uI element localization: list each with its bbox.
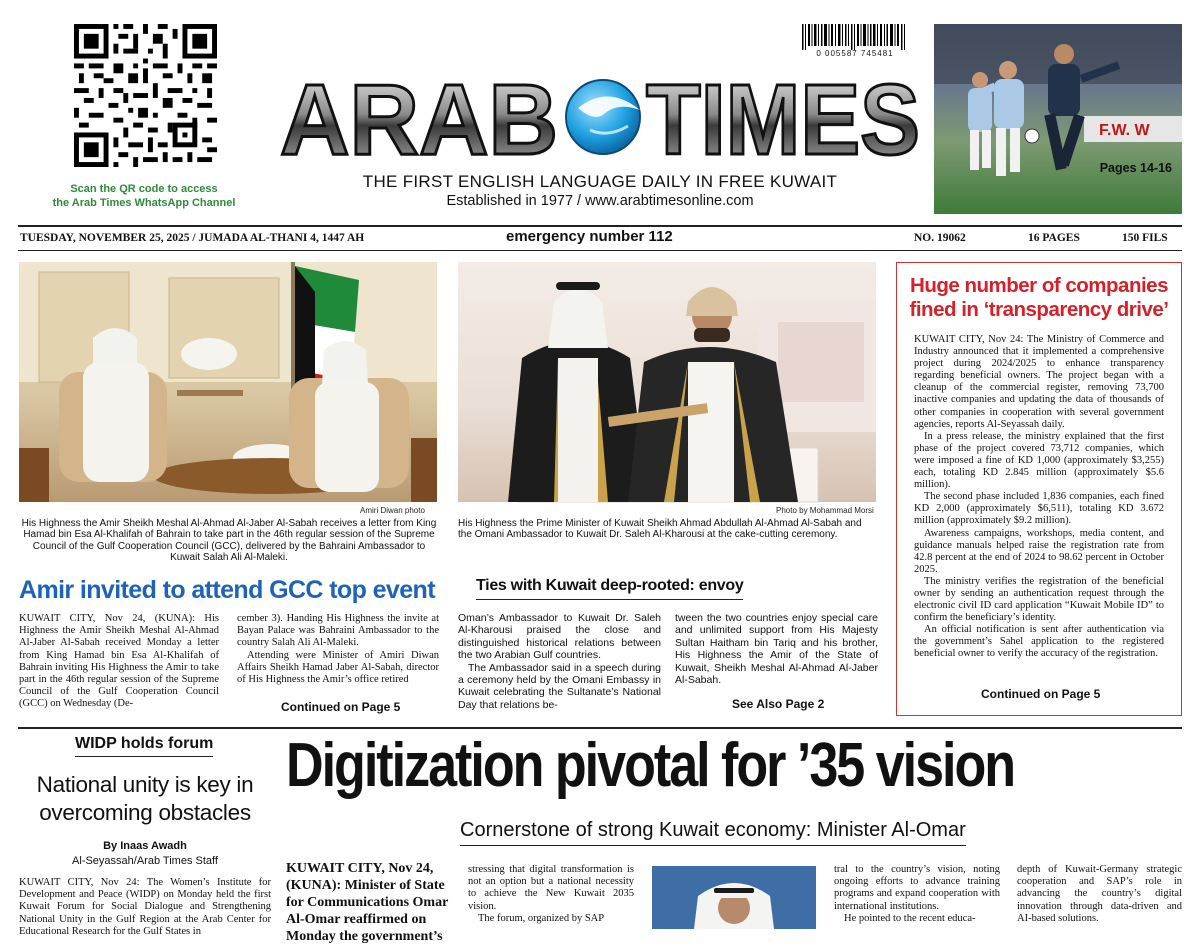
widp-kicker: WIDP holds forum bbox=[75, 735, 213, 757]
promo-sports-photo[interactable] bbox=[934, 24, 1182, 214]
qr-caption bbox=[10, 183, 278, 210]
qr-caption-line-1: Scan the QR code to access bbox=[70, 183, 218, 195]
amir-photo[interactable] bbox=[19, 262, 437, 502]
transparency-column bbox=[914, 334, 1164, 661]
transparency-continued-link[interactable]: Continued on Page 5 bbox=[981, 687, 1101, 701]
digitization-lead-text: KUWAIT CITY, Nov 24, (KUNA): Minister of State for Communications Omar Al-Omar reaffirmed on Monday the government’s bbox=[286, 861, 449, 944]
dateline-rule-top bbox=[18, 225, 1182, 227]
issue-number: NO. 19062 bbox=[914, 232, 966, 244]
digitization-column-2 bbox=[468, 864, 634, 929]
oman-column-2 bbox=[675, 612, 878, 686]
amir-column-2 bbox=[237, 613, 439, 686]
amir-column-1 bbox=[19, 613, 219, 711]
widp-headline-line-1: National unity is key in bbox=[36, 772, 254, 797]
dateline-rule-bottom bbox=[18, 250, 1182, 251]
widp-column bbox=[19, 877, 271, 937]
qr-caption-line-2: the Arab Times WhatsApp Channel bbox=[52, 196, 236, 209]
globe-bird-logo-icon bbox=[566, 80, 640, 154]
promo-pages-label[interactable]: Pages 14-16 bbox=[1099, 161, 1172, 175]
emergency-number: emergency number 112 bbox=[506, 228, 673, 245]
amir-photo-caption: His Highness the Amir Sheikh Meshal Al-Ahmad Al-Jaber Al-Sabah receives a letter from King Hamad bin Esa Al-Khalifah of Bahrain to take part in the 46th regular session of the Supreme Council of the Gulf Cooperation Council (GCC), delivered by the Bahraini Ambassador to Kuwait Salah Ali Al-Maleki. bbox=[21, 518, 437, 564]
digitization-col2-para2: The forum, organized by SAP bbox=[478, 912, 605, 924]
oman-see-also-link[interactable]: See Also Page 2 bbox=[732, 697, 825, 711]
price: 150 FILS bbox=[1122, 232, 1168, 244]
transparency-headline bbox=[904, 274, 1174, 322]
transparency-para-3: The second phase included 1,836 companies, each fined KD 2,000 (approximately $6,511), totaling KD 3.672 million (approximately $9.2 million). bbox=[914, 491, 1164, 527]
widp-byline-org: Al-Seyassah/Arab Times Staff bbox=[72, 855, 218, 867]
amir-continued-link[interactable]: Continued on Page 5 bbox=[281, 700, 401, 714]
transparency-para-5: The ministry verifies the registration of the beneficial owner by sending an authentication request through the electronic civil ID card application “Kuwait Mobile ID” to confirm the beneficiary’s identity. bbox=[914, 575, 1164, 624]
transparency-para-1: KUWAIT CITY, Nov 24: The Ministry of Commerce and Industry announced that it implemented a comprehensive project during 2024/2025 to enhance transparency regarding beneficial owners. The project began with a cleanup of the commercial register, removing 73,700 inactive companies and updating the data of thousands of other companies in cooperation with several government agencies, reports Al-Seyassah daily. bbox=[914, 334, 1164, 430]
widp-byline: By Inaas Awadh bbox=[103, 840, 187, 852]
digitization-subhead: Cornerstone of strong Kuwait economy: Minister Al-Omar bbox=[460, 819, 966, 846]
transparency-para-6: An official notification is sent after authentication via the government’s Sahel application to the registered beneficial owner to verify the accuracy of the registration. bbox=[914, 624, 1164, 660]
tagline: THE FIRST ENGLISH LANGUAGE DAILY IN FREE KUWAIT bbox=[362, 172, 838, 191]
amir-col2-para1: cember 3). Handing His Highness the invite at Bayan Palace was Bahraini Ambassador to the country Salah Ali Al-Maleki. bbox=[237, 613, 439, 649]
oman-photo-caption: His Highness the Prime Minister of Kuwait Sheikh Ahmad Abdullah Al-Ahmad Al-Sabah and the Omani Ambassador to Kuwait Dr. Saleh Al-Kharousi at the cake-cutting ceremony. bbox=[458, 518, 862, 541]
minister-photo[interactable] bbox=[652, 866, 816, 929]
digitization-col4-para2: He pointed to the recent educa- bbox=[844, 912, 976, 924]
transparency-para-2: In a press release, the ministry explained that the first phase of the project covered 73,712 companies, which were imposed a fine of KD 1,000 (approximately $3,255) each, totaling KD 2.845 million (approximately $5.6 million). bbox=[914, 430, 1164, 491]
oman-headline: Ties with Kuwait deep-rooted: envoy bbox=[476, 577, 743, 600]
digitization-column-4 bbox=[834, 864, 1000, 929]
transparency-para-4: Awareness campaigns, workshops, media content, and guidance manuals helped raise the registration rate from 42.8 percent at the end of 2024 to 98.62 percent in October 2025. bbox=[914, 527, 1164, 575]
qr-code-icon[interactable] bbox=[74, 24, 217, 167]
established-line[interactable]: Established in 1977 / www.arabtimesonline.com bbox=[446, 193, 754, 209]
date-text: TUESDAY, NOVEMBER 25, 2025 / JUMADA AL-THANI 4, 1447 AH bbox=[20, 232, 365, 244]
oman-photo-credit: Photo by Mohammad Morsi bbox=[776, 506, 874, 515]
oman-col1-para2: The Ambassador said in a speech during a ceremony held by the Omani Embassy in Kuwait celebrating the Sultanate’s National Day that relations be- bbox=[458, 661, 661, 711]
digitization-col2-para1: stressing that digital transformation is not an option but a national necessity to achieve the New Kuwait 2035 vision. bbox=[468, 864, 634, 912]
amir-col1-text: KUWAIT CITY, Nov 24, (KUNA): His Highness the Amir Sheikh Meshal Al-Ahmad Al-Jaber Al-Sabah received Monday a letter from King Hamad bin Esa Al-Khalifah of Bahrain inviting His Highness the Amir to take part in the 46th regular session of the Supreme Council of the Gulf Cooperation Council (GCC) on Wednesday (De- bbox=[19, 613, 219, 710]
digitization-lead bbox=[286, 860, 450, 944]
widp-headline-line-2: overcoming obstacles bbox=[39, 800, 251, 825]
promo-sign-text: F.W. W bbox=[1099, 122, 1150, 139]
digitization-col4-para1: tral to the country’s vision, noting ongoing efforts to advance training programs and expand cooperation with international institutions. bbox=[834, 864, 1000, 912]
oman-col2-text: tween the two countries enjoy special care and unlimited support from His Majesty Sultan Haitham bin Tariq and his brother, His Highness the Amir of the State of Kuwait, Sheikh Meshal Al-Ahmad Al-Jaber Al-Sabah. bbox=[675, 612, 878, 687]
widp-body-text: KUWAIT CITY, Nov 24: The Women’s Institute for Development and Peace (WIDP) on Monday held the first Kuwait Forum for Social Dialogue and Strengthening National Unity in the Gulf Region at the Arab Center for Educational Research for the Gulf States in bbox=[19, 877, 271, 937]
logo-word-arab: ARAB bbox=[280, 64, 558, 176]
logo[interactable] bbox=[278, 66, 924, 176]
transparency-headline-line-1: Huge number of companies bbox=[910, 274, 1168, 297]
oman-col1-para1: Oman’s Ambassador to Kuwait Dr. Saleh Al-Kharousi praised the close and distinguished historical relations between the two Arabian Gulf countries. bbox=[458, 612, 661, 662]
digitization-column-5 bbox=[1017, 864, 1182, 929]
amir-headline: Amir invited to attend GCC top event bbox=[19, 576, 435, 604]
barcode-number: 0 005587 745481 bbox=[816, 49, 894, 58]
oman-column-1 bbox=[458, 612, 661, 711]
widp-headline bbox=[19, 771, 271, 827]
digitization-headline: Digitization pivotal for ’35 vision bbox=[286, 731, 1015, 800]
transparency-headline-line-2: fined in ‘transparency drive’ bbox=[909, 298, 1169, 321]
digitization-col5-text: depth of Kuwait-Germany strategic cooperation and SAP’s role in advancing the country’s digital innovation through data-driven and AI-based solutions. bbox=[1017, 864, 1182, 924]
oman-photo[interactable] bbox=[458, 262, 876, 502]
barcode-icon bbox=[800, 24, 910, 60]
page-count: 16 PAGES bbox=[1028, 232, 1080, 244]
football-icon bbox=[1025, 129, 1039, 143]
amir-photo-credit: Amiri Diwan photo bbox=[360, 506, 425, 515]
logo-word-times: TIMES bbox=[646, 64, 920, 176]
amir-col2-para2: Attending were Minister of Amiri Diwan Affairs Sheikh Hamad Jaber Al-Sabah, director of His Highness the Amir’s office retired bbox=[237, 649, 439, 686]
